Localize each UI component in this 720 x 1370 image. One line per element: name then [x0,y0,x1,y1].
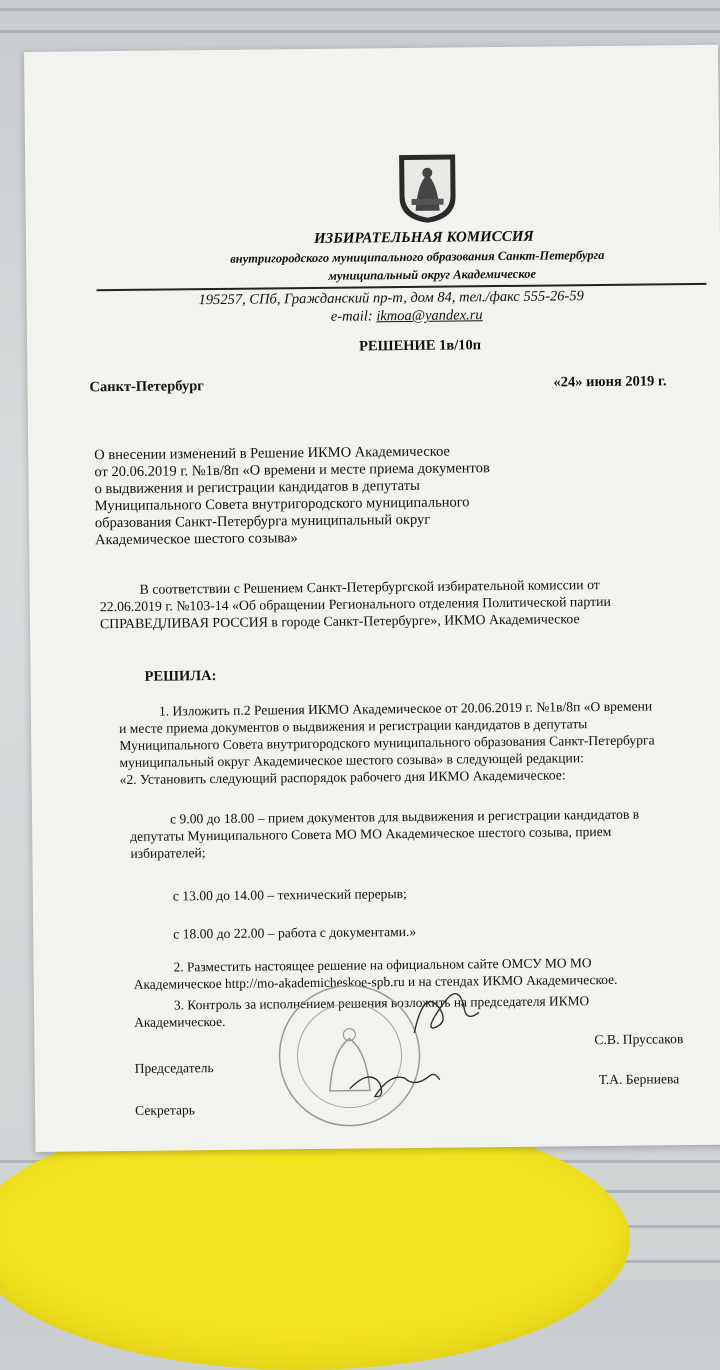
org-subtitle-2: муниципальный округ Академическое [328,266,537,283]
item1-line: «2. Установить следующий распорядок рабочего дня ИКМО Академическое: [119,767,566,788]
email-prefix: e-mail: [330,308,377,325]
official-stamp-icon [274,980,426,1132]
subject-line: О внесении изменений в Решение ИКМО Академическое [94,443,451,464]
item3-line: Академическое. [134,1013,226,1030]
item3-line: 3. Контроль за исполнением решения возложить на председателя ИКМО [173,993,590,1013]
document-sheet [24,45,720,1152]
item1-line: и месте приема документов о выдвижения и регистрации кандидатов в депутаты [119,716,588,737]
chair-label: Председатель [134,1060,214,1076]
email-link[interactable]: ikmoa@yandex.ru [376,307,483,325]
preamble-line: В соответствии с Решением Санкт-Петербургской избирательной комиссии от [139,577,600,597]
address-line: 195257, СПб, Гражданский пр-т, дом 84, тел./факс 555-26-59 [198,288,584,309]
item1-block [119,697,720,788]
schedule1-block [130,805,720,862]
secretary-label: Секретарь [135,1102,196,1118]
schedule1-line: избирателей; [130,845,206,861]
preamble-line: 22.06.2019 г. №103-14 «Об обращении Регионального отделения Политической партии [99,593,611,615]
org-title: ИЗБИРАТЕЛЬНАЯ КОМИССИЯ [313,228,534,247]
subject-line: о выдвижения и регистрации кандидатов в депутаты [94,477,420,498]
secretary-signature-icon [345,1058,446,1109]
chair-name: С.В. Пруссаков [594,1031,684,1048]
secretary-name: Т.А. Берниева [598,1071,680,1088]
schedule1-line: депутаты Муниципального Совета МО МО Академическое шестого созыва, прием [130,823,612,844]
preamble-block [100,575,711,632]
subject-line: Академическое шестого созыва» [95,530,298,549]
resolved-heading: РЕШИЛА: [144,668,217,685]
subject-line: Муниципального Совета внутригородского муниципального [94,494,470,515]
coat-of-arms-icon [397,152,458,225]
email-line [331,307,483,326]
chair-signature-icon [404,977,485,1048]
item2-line: 2. Разместить настоящее решение на официальном сайте ОМСУ МО МО [173,955,592,975]
item2-line: Академическое http://mo-akademicheskoe-spb.ru и на стендах ИКМО Академическое. [133,971,618,992]
subject-block [94,442,555,549]
decision-city: Санкт-Петербург [89,378,204,396]
item1-line: 1. Изложить п.2 Решения ИКМО Академическое от 20.06.2019 г. №1в/8п «О времени [158,698,653,719]
subject-line: от 20.06.2019 г. №1в/8п «О времени и месте приема документов [94,460,490,481]
org-subtitle-1: внутригородского муниципального образования Санкт-Петербурга [230,247,605,266]
preamble-line: СПРАВЕДЛИВАЯ РОССИЯ в городе Санкт-Петербурге», ИКМО Академическое [99,611,580,632]
subject-line: образования Санкт-Петербурга муниципальный округ [94,511,431,532]
item1-line: Муниципального Совета внутригородского муниципального образования Санкт-Петербурга [119,732,655,754]
decision-date: «24» июня 2019 г. [553,373,667,391]
schedule-break: с 13.00 до 14.00 – технический перерыв; [172,886,407,904]
item1-line: муниципальный округ Академическое шестого созыва» в следующей редакции: [119,750,584,771]
decision-title: РЕШЕНИЕ 1в/10п [359,337,482,355]
schedule-documents: с 18.00 до 22.00 – работа с документами.» [173,923,417,942]
schedule1-line: с 9.00 до 18.00 – прием документов для выдвижения и регистрации кандидатов в [169,806,640,827]
